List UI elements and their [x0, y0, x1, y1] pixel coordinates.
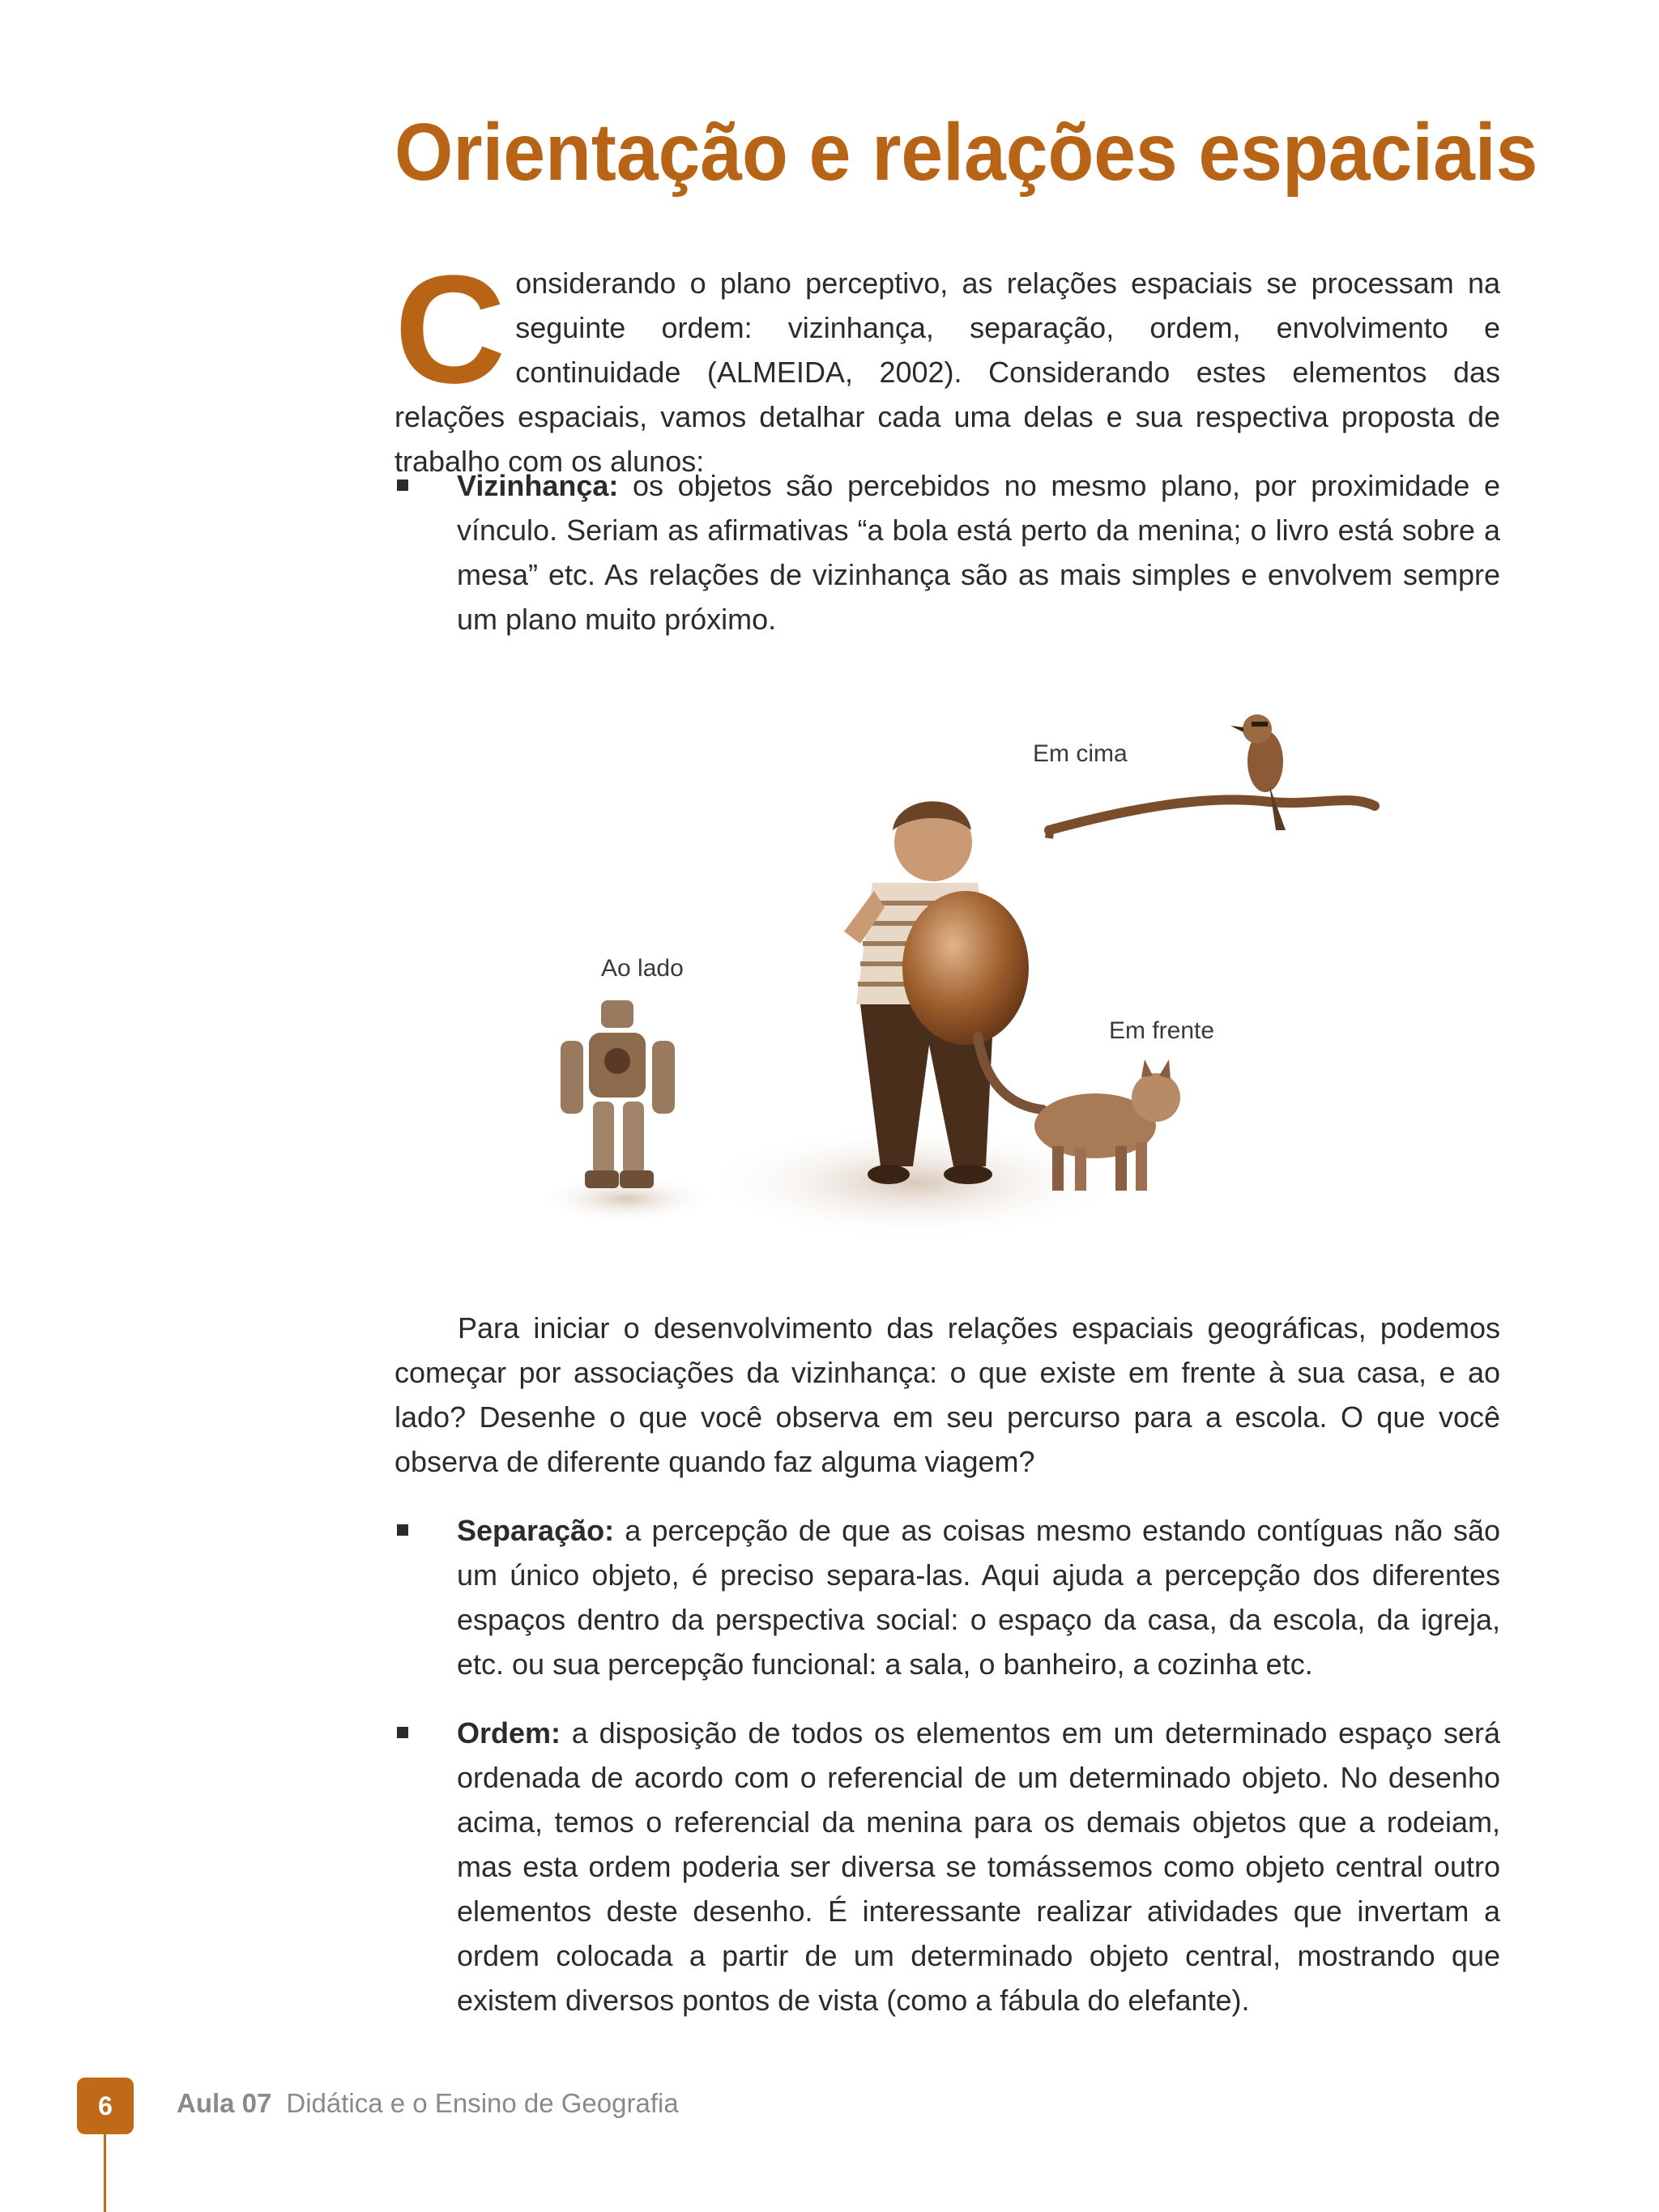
footer-course: Didática e o Ensino de Geografia	[286, 2088, 679, 2118]
intro-paragraph	[394, 244, 1500, 484]
bullet-term: Ordem:	[457, 1716, 561, 1750]
footer-aula: Aula 07	[177, 2088, 272, 2118]
label-ao-lado: Ao lado	[601, 955, 684, 982]
bullet-item-ordem	[394, 1711, 1500, 2022]
robot-figure	[561, 1000, 675, 1188]
bullet-term: Separação:	[457, 1514, 615, 1547]
page-number: 6	[77, 2078, 134, 2134]
footer-running-title	[177, 2088, 679, 2119]
bird-on-branch	[1049, 714, 1375, 838]
label-em-frente: Em frente	[1109, 1017, 1215, 1044]
dropcap: C	[394, 244, 506, 416]
page-title: Orientação e relações espaciais	[394, 107, 1538, 198]
bullet-item-separacao	[394, 1508, 1500, 1686]
bullet-text: a percepção de que as coisas mesmo estando contíguas não são um único objeto, é preciso separa-las. Aqui ajuda a percepção dos diferentes espaços dentro da perspectiva social: o espaço da casa, da escola, da igreja, etc. ou sua percepção funcional: a sala, o banheiro, a cozinha etc.	[457, 1514, 1500, 1681]
bullet-text: a disposição de todos os elementos em um determinado espaço será ordenada de acordo com o referencial de um determinado objeto. No desenho acima, temos o referencial da menina para os demais objetos que a rodeiam, mas esta ordem poderia ser diversa se tomássemos como objeto central outro elementos deste desenho. É interessante realizar atividades que invertam a ordem colocada a partir de um determinado objeto central, mostrando que existem diversos pontos de vista (como a fábula do elefante).	[457, 1716, 1500, 2017]
bullet-square-icon	[397, 479, 408, 491]
bullet-square-icon	[397, 1524, 408, 1536]
label-em-cima: Em cima	[1033, 740, 1128, 767]
illustration-svg	[394, 664, 1504, 1280]
bullet-term: Vizinhança:	[457, 469, 619, 502]
paragraph-2: Para iniciar o desenvolvimento das relações espaciais geográficas, podemos começar por associações da vizinhança: o que existe em frente à sua casa, e ao lado? Desenhe o que você observa em seu percurso para a escola. O que você observa de diferente quando faz alguma viagem?	[394, 1311, 1500, 1478]
bullet-square-icon	[397, 1727, 408, 1738]
footer-divider	[104, 2130, 106, 2212]
spatial-relations-illustration	[394, 664, 1504, 1280]
intro-text: onsiderando o plano perceptivo, as relações espaciais se processam na seguinte ordem: vizinhança, separação, ordem, envolvimento e continuidade (ALMEIDA, 2002). Considerando estes elementos das relações espaciais, vamos detalhar cada uma delas e sua respectiva proposta de trabalho com os alunos:	[394, 266, 1500, 478]
bullet-text: os objetos são percebidos no mesmo plano, por proximidade e vínculo. Seriam as afirmativas “a bola está perto da menina; o livro está sobre a mesa” etc. As relações de vizinhança são as mais simples e envolvem sempre um plano muito próximo.	[457, 469, 1500, 636]
bullet-item-vizinhanca	[394, 463, 1500, 641]
